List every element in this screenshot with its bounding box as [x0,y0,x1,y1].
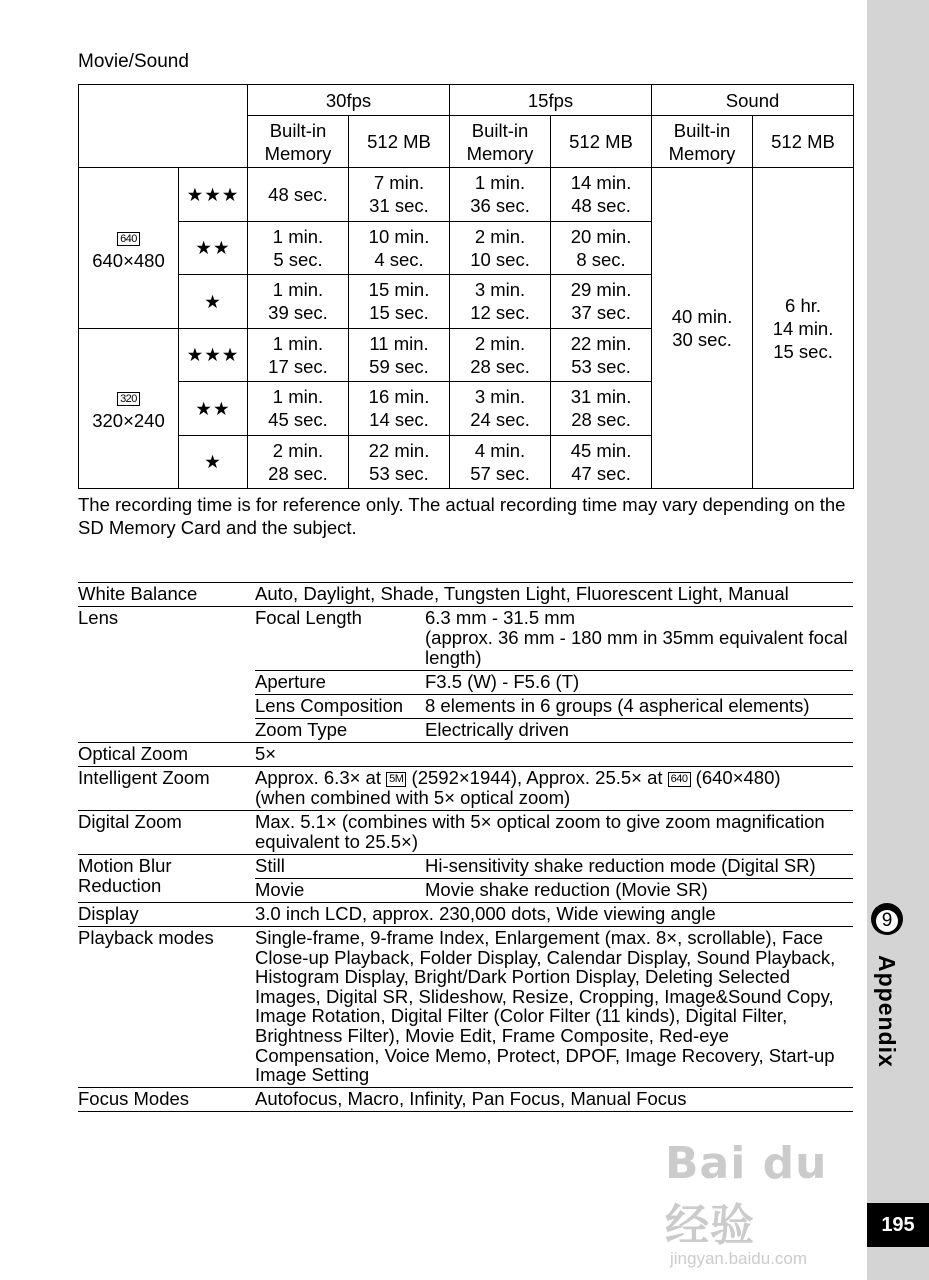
header-sound-512mb: 512 MB [753,116,854,168]
spec-value: 5× [255,743,277,764]
quality-stars: ★★★ [179,328,248,382]
header-15fps-512mb: 512 MB [551,116,652,168]
quality-stars: ★★ [179,382,248,436]
resolution-640-label: 640×480 [92,249,165,271]
spec-label: Playback modes [78,927,214,948]
header-15fps-builtin: Built-in Memory [450,116,551,168]
chapter-side-tab [867,0,929,1280]
baidu-watermark [665,1138,870,1268]
spec-row-motion-blur [78,855,853,903]
header-15fps: 15fps [450,85,652,116]
spec-label: Display [78,903,139,924]
spec-value: 3.0 inch LCD, approx. 230,000 dots, Wide viewing angle [255,903,716,924]
spec-subvalue: Hi-sensitivity shake reduction mode (Digital SR) [425,855,816,876]
spec-subrow-movie [255,879,853,902]
spec-sublabel: Zoom Type [255,719,348,740]
spec-label: Digital Zoom [78,811,182,832]
chapter-number: 9 [876,910,898,932]
intelligent-zoom-note: (when combined with 5× optical zoom) [255,787,571,808]
spec-subrow-zoom-type [255,719,853,742]
spec-label: White Balance [78,583,198,604]
time-cell: 1 min. 39 sec. [248,275,349,329]
spec-subvalue: 6.3 mm - 31.5 mm (approx. 36 mm - 180 mm in 35mm equivalent focal length) [425,607,848,668]
spec-value: Auto, Daylight, Shade, Tungsten Light, Fluorescent Light, Manual [255,583,789,604]
spec-row-digital-zoom [78,811,853,855]
spec-subvalue: Movie shake reduction (Movie SR) [425,879,708,900]
spec-subrow-still [255,855,853,879]
spec-label: Optical Zoom [78,743,189,764]
spec-value [255,767,853,810]
spec-sublabel: Focal Length [255,607,362,628]
spec-sublabel: Lens Composition [255,695,404,716]
time-cell: 4 min. 57 sec. [450,435,551,489]
resolution-640-icon: 640 [117,232,140,246]
spec-sublabel: Still [255,855,285,876]
recording-time-note: The recording time is for reference only. The actual recording time may vary depending on the SD Memory Card and the subject. [78,494,846,538]
header-30fps-builtin: Built-in Memory [248,116,349,168]
spec-row-intelligent-zoom [78,767,853,811]
quality-stars: ★ [179,435,248,489]
time-cell: 3 min. 12 sec. [450,275,551,329]
time-cell: 31 min. 28 sec. [551,382,652,436]
time-cell: 1 min. 36 sec. [450,168,551,222]
spec-subvalue: F3.5 (W) - F5.6 (T) [425,671,580,692]
page-number: 195 [867,1203,929,1247]
time-cell: 22 min. 53 sec. [349,435,450,489]
time-cell: 14 min. 48 sec. [551,168,652,222]
spec-subvalue: Electrically driven [425,719,569,740]
chapter-number-badge [871,903,903,935]
time-cell: 48 sec. [248,168,349,222]
spec-row-optical-zoom [78,743,853,767]
time-cell: 16 min. 14 sec. [349,382,450,436]
spec-subrow-focal-length [255,607,853,671]
spec-subrow-lens-composition [255,695,853,719]
spec-row-focus-modes [78,1088,853,1112]
time-cell: 1 min. 5 sec. [248,221,349,275]
quality-stars: ★★ [179,221,248,275]
quality-stars: ★ [179,275,248,329]
watermark-url: jingyan.baidu.com [670,1249,808,1268]
resolution-640-icon: 640 [668,772,691,787]
sound-512mb-time: 6 hr. 14 min. 15 sec. [753,168,854,489]
spec-value: Max. 5.1× (combines with 5× optical zoom to give zoom magnification equivalent to 25.5×) [255,811,825,852]
spec-row-white-balance [78,583,853,607]
resolution-5m-icon: 5M [386,772,406,787]
spec-label: Intelligent Zoom [78,767,210,788]
resolution-320-icon: 320 [117,392,140,406]
spec-sublabel: Movie [255,879,305,900]
header-sound-builtin: Built-in Memory [652,116,753,168]
time-cell: 29 min. 37 sec. [551,275,652,329]
sound-builtin-time: 40 min. 30 sec. [652,168,753,489]
time-cell: 15 min. 15 sec. [349,275,450,329]
spec-row-lens [78,607,853,743]
movie-recording-time-table [78,84,854,489]
watermark-logo: Bai du 经验 [665,1138,828,1251]
header-30fps-512mb: 512 MB [349,116,450,168]
spec-label: Lens [78,607,119,628]
spec-sublabel: Aperture [255,671,326,692]
spec-label: Focus Modes [78,1087,190,1109]
time-cell: 3 min. 24 sec. [450,382,551,436]
resolution-640-cell [79,168,179,329]
spec-value: Single-frame, 9-frame Index, Enlargement (max. 8×, scrollable), Face Close-up Playback, Folder Display, Calendar Display, Sound Playback, Histogram Display, Bright/Dark Portion Display, Deleting Selected Images, Digital SR, Slideshow, Resize, Cropping, Image&Sound Copy, Image Rotation, Digital Filter (Color Filter (11 kinds), Digital Filter, Brightness Filter), Movie Edit, Frame Composite, Red-eye Compensation, Voice Memo, Protect, DPOF, Image Recovery, Start-up Image Setting [255,927,836,1086]
time-cell: 20 min. 8 sec. [551,221,652,275]
time-cell: 1 min. 45 sec. [248,382,349,436]
table-corner-cell [79,85,248,168]
resolution-320-cell [79,328,179,489]
spec-subrow-aperture [255,671,853,695]
time-cell: 11 min. 59 sec. [349,328,450,382]
time-cell: 1 min. 17 sec. [248,328,349,382]
time-cell: 7 min. 31 sec. [349,168,450,222]
spec-row-playback-modes [78,927,853,1088]
time-cell: 2 min. 10 sec. [450,221,551,275]
spec-table [78,582,853,1112]
time-cell: 2 min. 28 sec. [450,328,551,382]
header-sound: Sound [652,85,854,116]
quality-stars: ★★★ [179,168,248,222]
section-title: Movie/Sound [78,51,189,72]
spec-value: Autofocus, Macro, Infinity, Pan Focus, Manual Focus [255,1087,687,1109]
time-cell: 2 min. 28 sec. [248,435,349,489]
spec-row-display [78,903,853,927]
intelligent-zoom-text: (640×480) [690,767,781,788]
chapter-label: Appendix [874,955,900,1068]
time-cell: 22 min. 53 sec. [551,328,652,382]
spec-label: Motion Blur Reduction [78,855,172,896]
spec-subvalue: 8 elements in 6 groups (4 aspherical elements) [425,695,810,716]
intelligent-zoom-text: (2592×1944), Approx. 25.5× at [406,767,668,788]
intelligent-zoom-text: Approx. 6.3× at [255,767,387,788]
header-30fps: 30fps [248,85,450,116]
time-cell: 45 min. 47 sec. [551,435,652,489]
resolution-320-label: 320×240 [92,410,165,432]
time-cell: 10 min. 4 sec. [349,221,450,275]
